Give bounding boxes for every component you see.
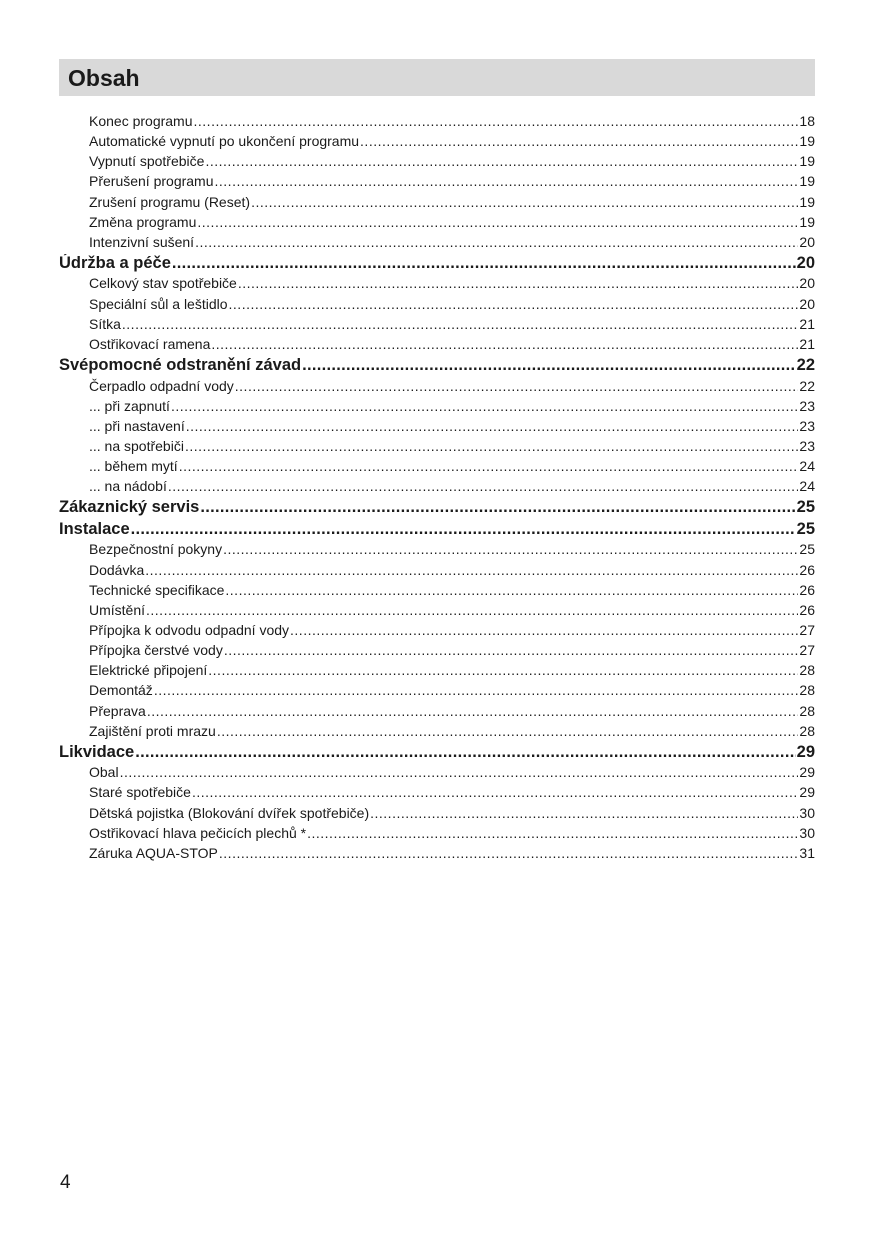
dot-leader: [223, 541, 798, 557]
toc-entry-label: Svépomocné odstranění závad: [59, 356, 302, 375]
toc-entry-page: 20: [799, 295, 815, 312]
dot-leader: [215, 173, 799, 189]
toc-entry-label: ... na nádobí: [89, 478, 167, 495]
toc-entry[interactable]: [59, 602, 815, 622]
toc-entry-page: 22: [796, 356, 815, 375]
toc-entry[interactable]: [59, 398, 815, 418]
dot-leader: [197, 214, 798, 230]
dot-leader: [145, 562, 798, 578]
toc-entry-page: 24: [799, 478, 815, 495]
toc-entry-label: Umístění: [89, 601, 146, 618]
dot-leader: [302, 356, 796, 375]
toc-entry-label: ... při zapnutí: [89, 397, 170, 414]
toc-section-entry[interactable]: [59, 254, 815, 276]
toc-entry-label: Dětská pojistka (Blokování dvířek spotřebiče): [89, 804, 370, 821]
dot-leader: [229, 296, 799, 312]
toc-entry[interactable]: [59, 541, 815, 561]
toc-entry-label: Zákaznický servis: [59, 498, 200, 517]
toc-entry[interactable]: [59, 805, 815, 825]
toc-entry-label: Zrušení programu (Reset): [89, 193, 251, 210]
toc-entry-page: 25: [799, 541, 815, 558]
toc-entry-page: 21: [799, 335, 815, 352]
toc-entry[interactable]: [59, 764, 815, 784]
toc-entry-page: 26: [799, 581, 815, 598]
toc-entry-page: 19: [799, 153, 815, 170]
toc-entry[interactable]: [59, 296, 815, 316]
toc-entry[interactable]: [59, 458, 815, 478]
dot-leader: [135, 743, 795, 762]
toc-entry-page: 24: [799, 458, 815, 475]
toc-entry-label: ... během mytí: [89, 458, 178, 475]
page-title: Obsah: [68, 65, 140, 91]
toc-entry-label: Speciální sůl a leštidlo: [89, 295, 228, 312]
toc-entry[interactable]: [59, 562, 815, 582]
toc-entry-page: 19: [799, 193, 815, 210]
dot-leader: [307, 825, 798, 841]
dot-leader: [179, 458, 799, 474]
dot-leader: [171, 398, 798, 414]
page-number: 4: [60, 1172, 71, 1193]
dot-leader: [205, 153, 798, 169]
dot-leader: [200, 498, 795, 517]
toc-entry-page: 25: [796, 519, 815, 538]
toc-entry[interactable]: [59, 662, 815, 682]
dot-leader: [147, 703, 799, 719]
toc-entry[interactable]: [59, 703, 815, 723]
toc-entry-page: 20: [796, 253, 815, 272]
toc-section-entry[interactable]: [59, 356, 815, 378]
toc-entry-label: Čerpadlo odpadní vody: [89, 377, 234, 394]
toc-entry-page: 19: [799, 133, 815, 150]
toc-entry[interactable]: [59, 582, 815, 602]
dot-leader: [122, 316, 799, 332]
toc-entry-page: 31: [799, 844, 815, 861]
toc-entry[interactable]: [59, 336, 815, 356]
dot-leader: [192, 784, 798, 800]
toc-entry-label: Staré spotřebiče: [89, 784, 191, 801]
toc-entry-label: Údržba a péče: [59, 253, 171, 272]
toc-entry-label: Technické specifikace: [89, 581, 225, 598]
toc-entry-label: Přerušení programu: [89, 173, 214, 190]
dot-leader: [168, 478, 799, 494]
dot-leader: [154, 682, 799, 698]
toc-entry-page: 23: [799, 437, 815, 454]
toc-entry[interactable]: [59, 173, 815, 193]
dot-leader: [211, 336, 798, 352]
toc-entry[interactable]: [59, 682, 815, 702]
toc-entry-label: Vypnutí spotřebiče: [89, 153, 205, 170]
toc-entry-label: Sítka: [89, 315, 121, 332]
dot-leader: [290, 622, 798, 638]
toc-entry-label: Intenzivní sušení: [89, 233, 195, 250]
toc-entry-label: Bezpečnostní pokyny: [89, 541, 223, 558]
toc-entry-page: 21: [799, 315, 815, 332]
toc-entry-page: 20: [799, 233, 815, 250]
toc-entry[interactable]: [59, 234, 815, 254]
dot-leader: [146, 602, 798, 618]
toc-entry-page: 23: [799, 417, 815, 434]
toc-entry-page: 28: [799, 702, 815, 719]
toc-entry-label: Celkový stav spotřebiče: [89, 275, 237, 292]
toc-entry-page: 18: [799, 113, 815, 129]
toc-entry-label: Instalace: [59, 519, 130, 538]
toc-entry-label: Změna programu: [89, 213, 197, 230]
dot-leader: [172, 254, 796, 273]
toc-section-entry[interactable]: [59, 520, 815, 542]
toc-entry-page: 28: [799, 682, 815, 699]
toc-entry[interactable]: [59, 418, 815, 438]
toc-entry-label: Ostřikovací ramena: [89, 335, 211, 352]
toc-entry[interactable]: [59, 316, 815, 336]
toc-entry[interactable]: [59, 784, 815, 804]
toc-entry[interactable]: [59, 723, 815, 743]
toc-entry-label: Přeprava: [89, 702, 146, 719]
toc-entry[interactable]: [59, 113, 815, 133]
toc-entry-page: 28: [799, 662, 815, 679]
dot-leader: [235, 378, 799, 394]
toc-section-entry[interactable]: [59, 498, 815, 520]
toc-entry-label: ... při nastavení: [89, 417, 185, 434]
toc-entry-label: Konec programu: [89, 113, 193, 129]
toc-entry-label: Záruka AQUA-STOP: [89, 844, 218, 861]
toc-entry-page: 26: [799, 601, 815, 618]
toc-entry-label: Zajištění proti mrazu: [89, 722, 216, 739]
toc-entry-page: 29: [796, 742, 815, 761]
toc-entry-label: Likvidace: [59, 742, 135, 761]
toc-entry-label: Přípojka čerstvé vody: [89, 642, 223, 659]
dot-leader: [217, 723, 799, 739]
toc-entry-page: 20: [799, 275, 815, 292]
dot-leader: [360, 133, 798, 149]
toc-entry[interactable]: [59, 153, 815, 173]
toc-entry-page: 19: [799, 173, 815, 190]
toc-entry-page: 23: [799, 397, 815, 414]
toc-entry[interactable]: [59, 478, 815, 498]
toc-entry-label: Elektrické připojení: [89, 662, 208, 679]
toc-entry[interactable]: [59, 642, 815, 662]
toc-entry[interactable]: [59, 622, 815, 642]
dot-leader: [219, 845, 799, 861]
dot-leader: [208, 662, 798, 678]
toc-entry[interactable]: [59, 845, 815, 865]
toc-entry-label: ... na spotřebiči: [89, 437, 184, 454]
dot-leader: [225, 582, 798, 598]
dot-leader: [238, 275, 799, 291]
toc-entry-page: 30: [799, 804, 815, 821]
table-of-contents: [59, 113, 815, 865]
toc-entry-page: 19: [799, 213, 815, 230]
toc-entry-page: 27: [799, 642, 815, 659]
toc-entry[interactable]: [59, 194, 815, 214]
toc-entry[interactable]: [59, 275, 815, 295]
toc-entry-label: Ostřikovací hlava pečicích plechů *: [89, 824, 307, 841]
dot-leader: [185, 438, 798, 454]
dot-leader: [224, 642, 799, 658]
toc-entry-page: 30: [799, 824, 815, 841]
toc-entry[interactable]: [59, 438, 815, 458]
toc-entry-page: 25: [796, 498, 815, 517]
toc-entry-label: Dodávka: [89, 561, 145, 578]
dot-leader: [251, 194, 798, 210]
toc-entry[interactable]: [59, 825, 815, 845]
toc-entry-page: 27: [799, 621, 815, 638]
toc-entry-label: Automatické vypnutí po ukončení programu: [89, 133, 360, 150]
toc-entry-page: 22: [799, 377, 815, 394]
toc-entry-label: Demontáž: [89, 682, 153, 699]
dot-leader: [195, 234, 798, 250]
toc-section-entry[interactable]: [59, 743, 815, 765]
dot-leader: [194, 113, 799, 129]
dot-leader: [131, 520, 796, 539]
toc-entry[interactable]: [59, 378, 815, 398]
toc-entry[interactable]: [59, 214, 815, 234]
dot-leader: [120, 764, 799, 780]
toc-entry-page: 28: [799, 722, 815, 739]
toc-entry-page: 29: [799, 764, 815, 781]
toc-entry-label: Obal: [89, 764, 119, 781]
toc-entry-page: 29: [799, 784, 815, 801]
toc-entry-label: Přípojka k odvodu odpadní vody: [89, 621, 290, 638]
toc-entry[interactable]: [59, 133, 815, 153]
dot-leader: [370, 805, 798, 821]
dot-leader: [186, 418, 799, 434]
title-bar: [59, 59, 815, 96]
toc-entry-page: 26: [799, 561, 815, 578]
